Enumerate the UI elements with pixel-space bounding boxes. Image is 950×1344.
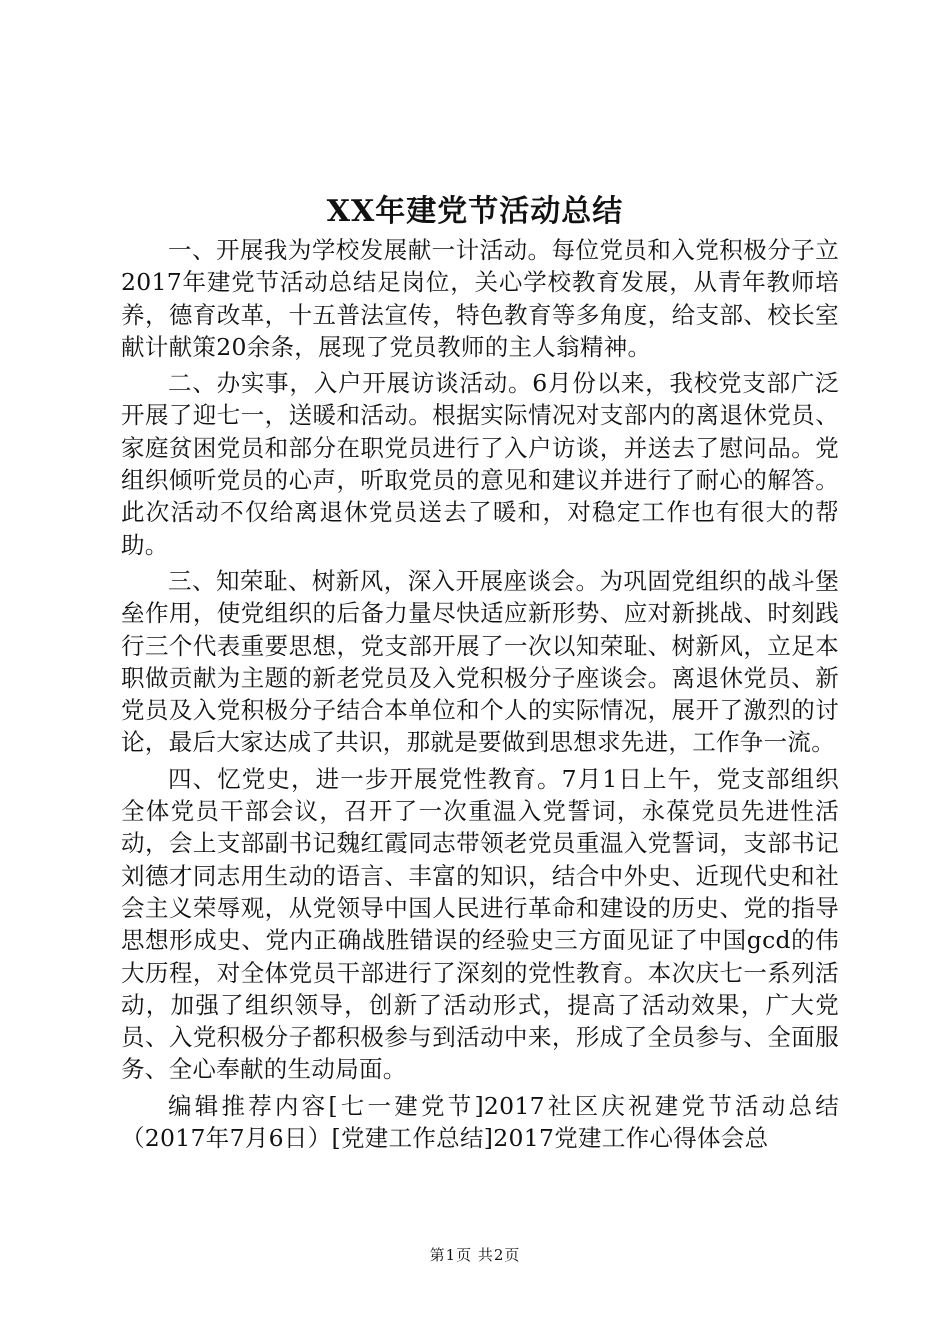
paragraph-4: 四、忆党史，进一步开展党性教育。7月1日上午，党支部组织全体党员干部会议，召开了一次重温入党誓词，永葆党员先进性活动，会上支部副书记魏红霞同志带领老党员重温入党誓词，支部书记刘德才同志用生动的语言、丰富的知识，结合中外史、近现代史和社会主义荣辱观，从党领导中国人民进行革命和建设的历史、党的指导思想形成史、党内正确战胜错误的经验史三方面见证了中国gcd的伟大历程，对全体党员干部进行了深刻的党性教育。本次庆七一系列活动，加强了组织领导，创新了活动形式，提高了活动效果，广大党员、入党积极分子都积极参与到活动中来，形成了全员参与、全面服务、全心奉献的生动局面。 [121,764,839,1084]
paragraph-2: 二、办实事，入户开展访谈活动。6月份以来，我校党支部广泛开展了迎七一，送暖和活动。根据实际情况对支部内的离退休党员、家庭贫困党员和部分在职党员进行了入户访谈，并送去了慰问品。党组织倾听党员的心声，听取党员的意见和建议并进行了耐心的解答。此次活动不仅给离退休党员送去了暖和，对稳定工作也有很大的帮助。 [121,369,839,559]
paragraph-3: 三、知荣耻、树新风，深入开展座谈会。为巩固党组织的战斗堡垒作用，使党组织的后备力量尽快适应新形势、应对新挑战、时刻践行三个代表重要思想，党支部开展了一次以知荣耻、树新风，立足本职做贡献为主题的新老党员及入党积极分子座谈会。离退休党员、新党员及入党积极分子结合本单位和个人的实际情况，展开了激烈的讨论，最后大家达成了共识，那就是要做到思想求先进，工作争一流。 [121,566,839,757]
document-title: XX年建党节活动总结 [326,194,624,229]
paragraph-5: 编辑推荐内容[七一建党节]2017社区庆祝建党节活动总结（2017年7月6日）[党建工作总结]2017党建工作心得体会总 [121,1091,839,1153]
paragraph-1: 一、开展我为学校发展献一计活动。每位党员和入党积极分子立2017年建党节活动总结足岗位，关心学校教育发展，从青年教师培养，德育改革，十五普法宣传，特色教育等多角度，给支部、校长室献计献策20余条，展现了党员教师的主人翁精神。 [121,236,839,361]
document-body [121,234,839,1158]
page-footer: 第1页 共2页 [429,1246,521,1264]
